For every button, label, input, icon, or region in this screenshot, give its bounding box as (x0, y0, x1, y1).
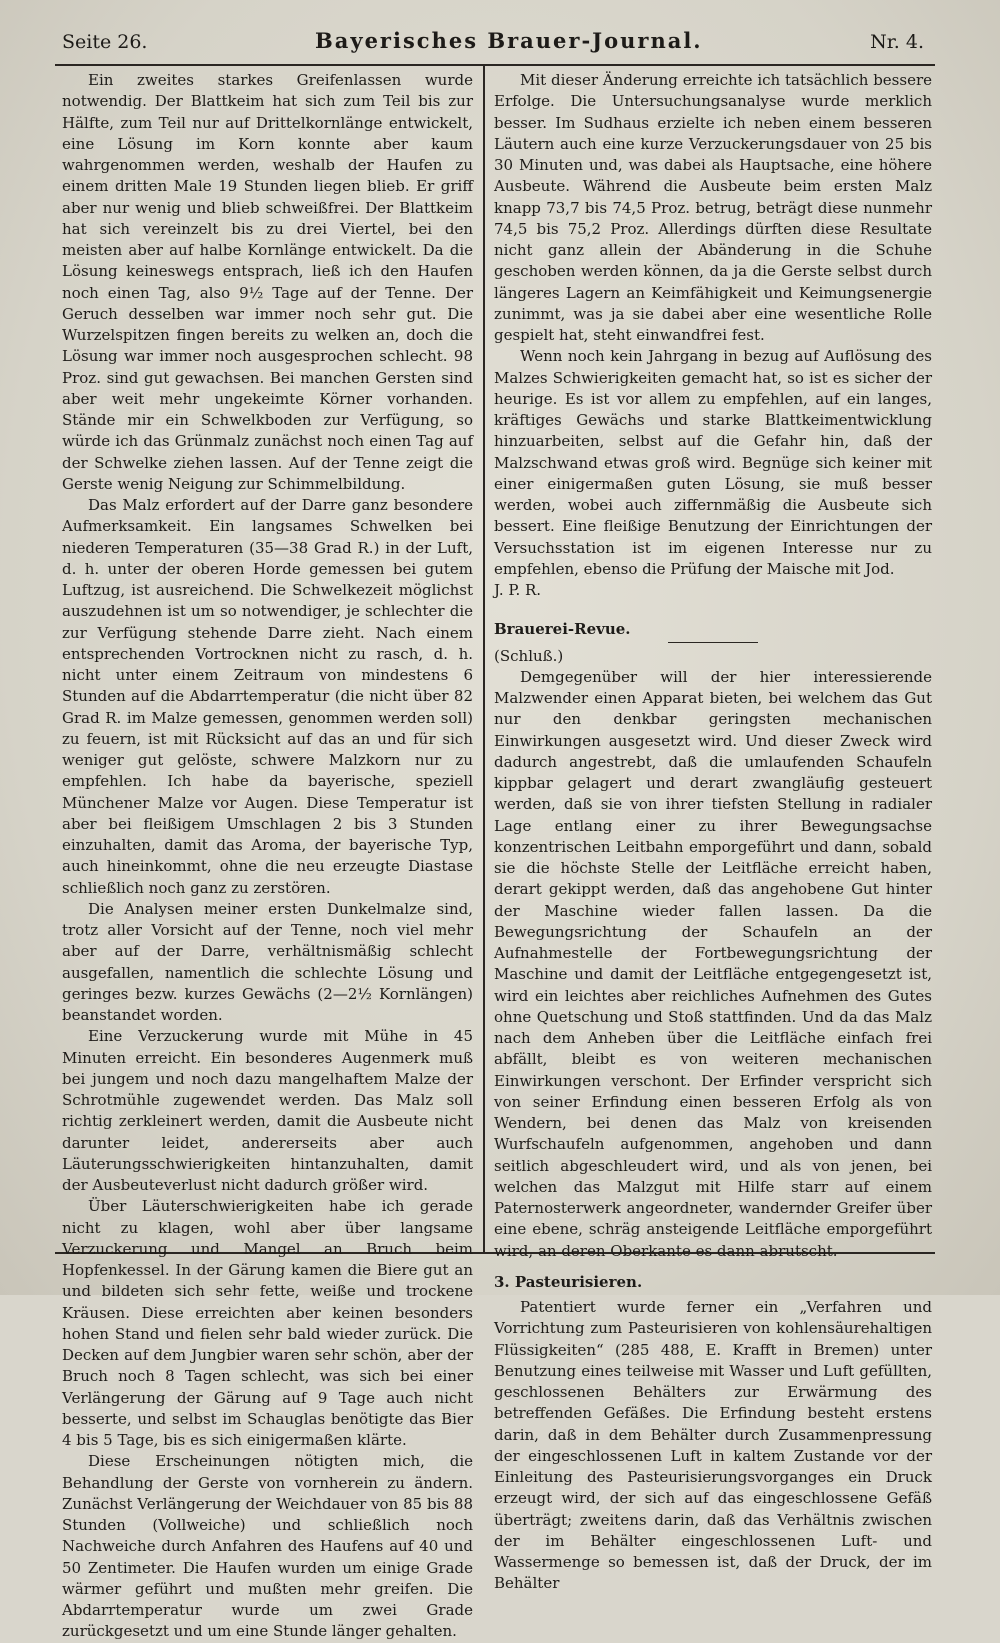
paragraph: Die Analysen meiner ersten Dunkelmalze sind, trotz aller Vorsicht auf der Tenne, noch viel mehr aber auf der Darre, verhältnismäßig schlecht ausgefallen, namentlich die schlechte Lösung und geringes bezw. kurzes Gewächs (2—2½ Kornlängen) beanstandet worden. (62, 899, 473, 1024)
paragraph: Patentiert wurde ferner ein „Verfahren und Vorrichtung zum Pasteurisieren von kohlensäurehaltigen Flüssigkeiten“ (285 488, E. Krafft in Bremen) unter Benutzung eines teilweise mit Wasser und Luft gefüllten, geschlossenen Behälters zur Erwärmung des betreffenden Gefäßes. Die Erfindung besteht erstens darin, daß in dem Behälter durch Zusammenpressung der eingeschlossenen Luft in kaltem Zustande vor der Einleitung des Pasteurisierungsvorganges ein Druck erzeugt wird, der sich auf das eingeschlossene Gefäß überträgt; zweitens darin, daß das Verhältnis zwischen der im Behälter eingeschlossenen Luft- und Wassermenge so bemessen ist, daß der Druck, der im Behälter (494, 1298, 932, 1593)
section-title: Brauerei-Revue. (494, 620, 631, 639)
section-subtitle: (Schluß.) (494, 646, 564, 665)
section-title-underline (668, 642, 758, 643)
paragraph: Wenn noch kein Jahrgang in bezug auf Auflösung des Malzes Schwierigkeiten gemacht hat, so ist es sicher der heurige. Es ist vor allem zu empfehlen, auf ein langes, kräftiges Gewächs und starke Blattkeimentwicklung hinzuarbeiten, selbst auf die Gefahr hin, daß der Malzschwand etwas groß wird. Begnüge sich keiner mit einer einigermaßen guten Lösung, sie muß besser werden, wobei auch ziffernmäßig die Ausbeute sich bessert. Eine fleißige Benutzung der Einrichtungen der Versuchsstation ist im eigenen Interesse nur zu empfehlen, ebenso die Prüfung der Maische mit Jod. (494, 347, 932, 578)
left-column (62, 70, 473, 1641)
page-header (62, 28, 924, 62)
subsection-title: 3. Pasteurisieren. (494, 1272, 643, 1291)
column-divider (483, 66, 485, 1252)
paragraph: Diese Erscheinungen nötigten mich, die Behandlung der Gerste von vornherein zu ändern. Zunächst Verlängerung der Weichdauer von 85 bis 88 Stunden (Vollweiche) und schließlich noch Nachweiche durch Anfahren des Haufens auf 40 und 50 Zentimeter. Die Haufen wurden um einige Grade wärmer geführt und mußten mehr greifen. Die Abdarrtemperatur wurde um zwei Grade zurückgesetzt und um eine Stunde länger gehalten. (62, 1452, 473, 1641)
issue-number: Nr. 4. (870, 31, 924, 53)
paragraph: Demgegenüber will der hier interessierende Malzwender einen Apparat bieten, bei welchem das Gut nur den denkbar geringsten mechanischen Einwirkungen ausgesetzt wird. Und dieser Zweck wird dadurch angestrebt, daß die umlaufenden Schaufeln kippbar gelagert und derart zwangläufig gesteuert werden, daß sie von ihrer tiefsten Stellung in radialer Lage entlang einer zu ihrer Bewegungsachse konzentrischen Leitbahn emporgeführt und dann, sobald sie die höchste Stelle der Leitfläche erreicht haben, derart gekippt werden, daß das angehobene Gut hinter der Maschine wieder fallen lassen. Da die Bewegungsrichtung der Schaufeln an der Aufnahmestelle der Fortbewegungsrichtung der Maschine und damit der Leitfläche entgegengesetzt ist, wird ein leichtes aber reichliches Aufnehmen des Gutes ohne Quetschung und Stoß stattfinden. Und da das Malz nach dem Anheben über die Leitfläche einfach frei abfällt, bleibt es von weiteren mechanischen Einwirkungen verschont. Der Erfinder verspricht sich von seiner Erfindung einen besseren Erfolg als von Wendern, bei denen das Malz von kreisenden Wurfschaufeln aufgenommen, angehoben und dann seitlich abgeschleudert wird, und als von jenen, bei welchen das Malzgut mit Hilfe starr auf einem Paternosterwerk angeordneter, wandernder Greifer über eine ebene, schräg ansteigende Leitfläche emporgeführt wird, an deren Oberkante es dann abrutscht. (494, 667, 932, 1260)
author-signature: J. P. R. (494, 581, 542, 599)
header-rule (55, 64, 935, 66)
paragraph: Ein zweites starkes Greifenlassen wurde notwendig. Der Blattkeim hat sich zum Teil bis zur Hälfte, zum Teil nur auf Drittelkornlänge entwickelt, eine Lösung im Korn konnte aber kaum wahrgenommen werden, weshalb der Haufen zu einem dritten Male 19 Stunden liegen blieb. Er griff aber nur wenig und blieb schweißfrei. Der Blattkeim hat sich vereinzelt bis zu drei Viertel, bei den meisten aber auf halbe Kornlänge entwickelt. Da die Lösung keineswegs entsprach, ließ ich den Haufen noch einen Tag, also 9½ Tage auf der Tenne. Der Geruch desselben war immer noch sehr gut. Die Wurzelspitzen fingen bereits zu welken an, doch die Lösung war immer noch ausgesprochen schlecht. 98 Proz. sind gut gewachsen. Bei manchen Gersten sind aber weit mehr ungekeimte Körner vorhanden. Stände mir ein Schwelkboden zur Verfügung, so würde ich das Grünmalz zunächst noch einen Tag auf der Schwelke ziehen lassen. Auf der Tenne zeigt die Gerste wenig Neigung zur Schimmelbildung. (62, 71, 473, 493)
paragraph: Über Läuterschwierigkeiten habe ich gerade nicht zu klagen, wohl aber über langsame Verzuckerung und Mangel an Bruch beim Hopfenkessel. In der Gärung kamen die Biere gut an und bildeten sich sehr fette, weiße und trockene Kräusen. Diese erreichten aber keinen besonders hohen Stand und fielen sehr bald wieder zurück. Die Decken auf dem Jungbier waren sehr schön, aber der Bruch noch 8 Tagen schlecht, was sich bei einer Verlängerung der Gärung auf 9 Tage auch nicht besserte, und selbst im Schauglas benötigte das Bier 4 bis 5 Tage, bis es sich einigermaßen klärte. (62, 1197, 473, 1449)
paragraph: Mit dieser Änderung erreichte ich tatsächlich bessere Erfolge. Die Untersuchungsanalyse wurde merklich besser. Im Sudhaus erzielte ich neben einem besseren Läutern auch eine kurze Verzuckerungsdauer von 25 bis 30 Minuten und, was dabei als Hauptsache, eine höhere Ausbeute. Während die Ausbeute beim ersten Malz knapp 73,7 bis 74,5 Proz. betrug, beträgt diese nunmehr 74,5 bis 75,2 Proz. Allerdings dürften diese Resultate nicht ganz allein der Abänderung in die Schuhe geschoben werden können, da ja die Gerste selbst durch längeres Lagern an Keimfähigkeit und Keimungsenergie zunimmt, was ja sie dabei aber eine wesentliche Rolle gespielt hat, steht einwandfrei fest. (494, 71, 932, 344)
paragraph: Eine Verzuckerung wurde mit Mühe in 45 Minuten erreicht. Ein besonderes Augenmerk muß bei jungem und noch dazu mangelhaftem Malze der Schrotmühle zugewendet werden. Das Malz soll richtig zerkleinert werden, damit die Ausbeute nicht darunter leidet, andererseits aber auch Läuterungsschwierigkeiten hintanzuhalten, damit der Ausbeuteverlust nicht dadurch größer wird. (62, 1027, 473, 1194)
right-column (494, 70, 932, 1593)
paragraph: Das Malz erfordert auf der Darre ganz besondere Aufmerksamkeit. Ein langsames Schwelken bei niederen Temperaturen (35—38 Grad R.) in der Luft, d. h. unter der oberen Horde gemessen bei gutem Luftzug, ist ausreichend. Die Schwelkezeit möglichst auszudehnen ist um so notwendiger, je schlechter die zur Verfügung stehende Darre zieht. Nach einem entsprechenden Vortrocknen nicht zu rasch, d. h. nicht unter einem Zeitraum von mindestens 6 Stunden auf die Abdarrtemperatur (die nicht über 82 Grad R. im Malze gemessen, genommen werden soll) zu feuern, ist mit Rücksicht auf das an und für sich weniger gut gelöste, schwere Malzkorn nur zu empfehlen. Ich habe da bayerische, speziell Münchener Malze vor Augen. Diese Temperatur ist aber bei fleißigem Umschlagen 2 bis 3 Stunden einzuhalten, damit das Aroma, der bayerische Typ, auch hineinkommt, ohne die neu erzeugte Diastase schließlich noch ganz zu zerstören. (62, 496, 473, 897)
page-number: Seite 26. (62, 31, 148, 53)
journal-title: Bayerisches Brauer-Journal. (315, 28, 703, 53)
